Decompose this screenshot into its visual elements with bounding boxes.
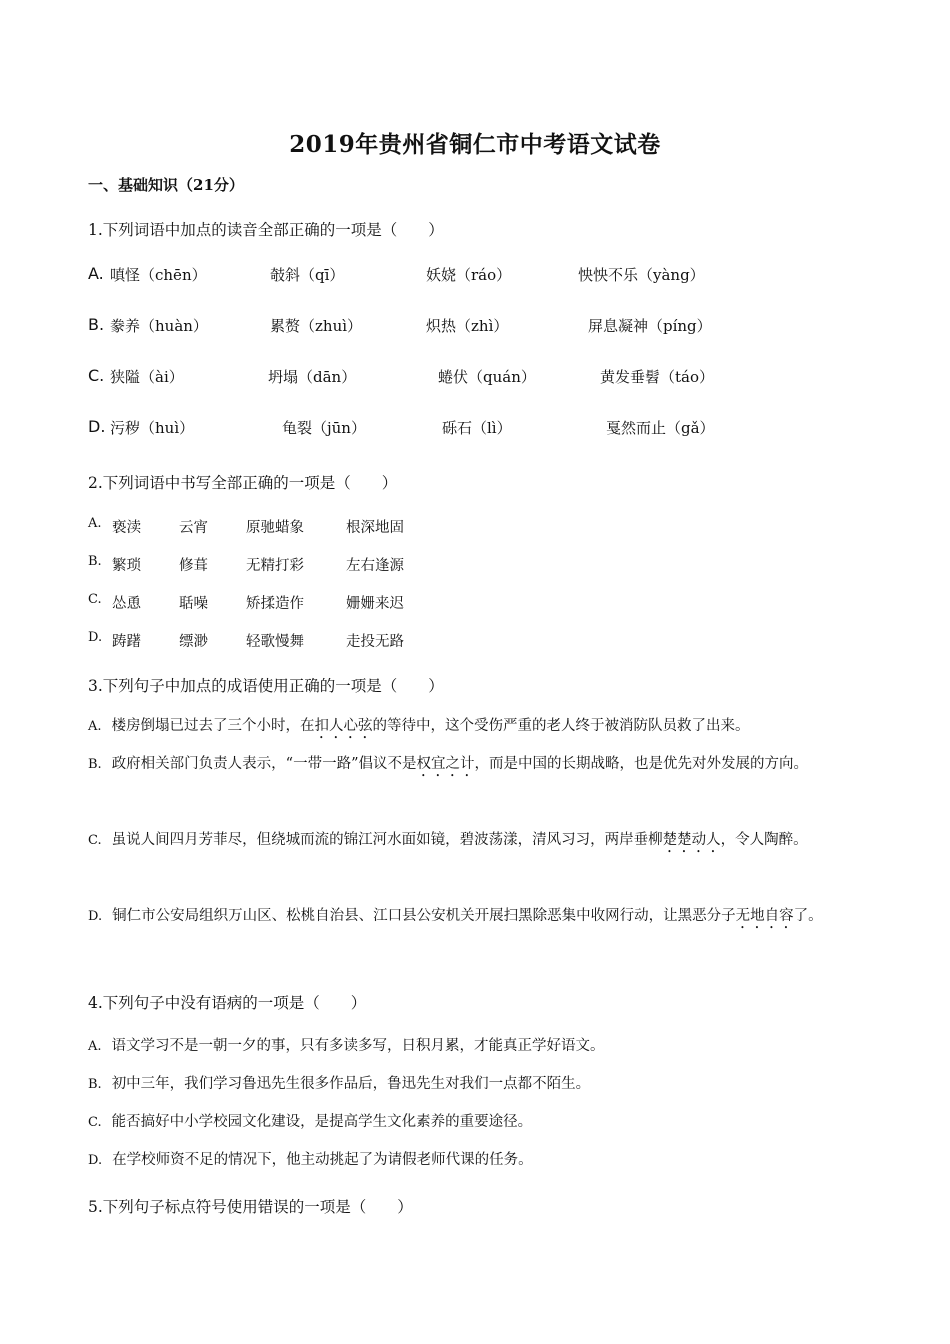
question-4-stem: 4.下列句子中没有语病的一项是（ ） [88, 994, 367, 1012]
option-item: 怂恿 [112, 596, 141, 612]
option-label: B. [88, 315, 105, 334]
option-label: C. [88, 366, 105, 385]
dotted-idiom: 权宜之计 [416, 756, 475, 772]
dotted-idiom: 楚楚动人 [662, 832, 721, 848]
dotted-idiom: 无地自容 [735, 908, 794, 924]
option-label: D. [88, 417, 106, 436]
option-label: D. [88, 1153, 103, 1168]
question-2-stem: 2.下列词语中书写全部正确的一项是（ ） [88, 474, 398, 492]
option-item: 妖娆（ráo） [426, 266, 512, 284]
question-1-stem: 1.下列词语中加点的读音全部正确的一项是（ ） [88, 221, 444, 239]
q1-option-c [88, 366, 878, 390]
option-text: 语文学习不是一朝一夕的事，只有多读多写，日积月累，才能真正学好语文。 [111, 1038, 605, 1054]
option-item: 坍塌（dān） [268, 368, 357, 386]
option-item: 姗姗来迟 [346, 596, 404, 612]
option-item: 嗔怪（chēn） [110, 266, 207, 284]
option-item: 龟裂（jūn） [282, 419, 366, 437]
option-item: 缥渺 [179, 634, 208, 650]
q4-option-d [88, 1140, 868, 1181]
option-item: 狭隘（ài） [110, 368, 184, 386]
option-text: 了。 [793, 908, 823, 924]
question-3-stem: 3.下列句子中加点的成语使用正确的一项是（ ） [88, 677, 444, 695]
q4-option-b [88, 1064, 868, 1105]
option-item: 污秽（huì） [110, 419, 195, 437]
page-title: 2019年贵州省铜仁市中考语文试卷 [289, 131, 661, 158]
option-text: 政府相关部门负责人表示，“一带一路”倡议不是 [111, 756, 417, 772]
option-item: 蜷伏（quán） [438, 368, 536, 386]
option-text: ，令人陶醉。 [720, 832, 808, 848]
option-label: A. [88, 719, 102, 734]
option-text: 虽说人间四月芳菲尽，但绕城而流的锦江河水面如镜，碧波荡漾，清风习习，两岸垂柳 [111, 832, 663, 848]
option-label: B. [88, 757, 102, 772]
section-heading: 一、基础知识（21分） [88, 176, 244, 194]
q3-option-c [88, 820, 868, 861]
option-text: 能否搞好中小学校园文化建设，是提高学生文化素养的重要途径。 [111, 1114, 533, 1130]
option-label: D. [88, 909, 103, 924]
option-item: 无精打彩 [246, 558, 304, 574]
question-5-stem: 5.下列句子标点符号使用错误的一项是（ ） [88, 1198, 413, 1216]
option-item: 矫揉造作 [246, 596, 304, 612]
option-item: 云宵 [179, 520, 208, 536]
option-item: 根深地固 [346, 520, 404, 536]
option-item: 聒噪 [179, 596, 208, 612]
option-item: 屏息凝神（píng） [588, 317, 712, 335]
q3-option-a [88, 706, 868, 747]
option-item: 黄发垂髫（táo） [600, 368, 715, 386]
dotted-idiom: 扣人心弦 [314, 718, 373, 734]
q1-option-a [88, 264, 878, 288]
option-label: C. [88, 1115, 102, 1130]
option-item: 轻歌慢舞 [246, 634, 304, 650]
option-item: 戛然而止（gǎ） [606, 419, 715, 437]
option-item: 砾石（lì） [442, 419, 512, 437]
option-label: D. [88, 630, 103, 645]
option-text: 在学校师资不足的情况下，他主动挑起了为请假老师代课的任务。 [112, 1152, 533, 1168]
option-label: C. [88, 833, 102, 848]
option-item: 豢养（huàn） [110, 317, 208, 335]
option-item: 炽热（zhì） [426, 317, 509, 335]
option-label: C. [88, 592, 102, 607]
option-text: 铜仁市公安局组织万山区、松桃自治县、江口县公安机关开展扫黑除恶集中收网行动，让黑恶分子 [112, 908, 736, 924]
option-label: A. [88, 264, 104, 283]
option-text: 初中三年，我们学习鲁迅先生很多作品后，鲁迅先生对我们一点都不陌生。 [111, 1076, 591, 1092]
option-item: 走投无路 [346, 634, 404, 650]
q4-option-c [88, 1102, 868, 1143]
q1-option-b [88, 315, 878, 339]
option-label: A. [88, 516, 102, 531]
option-item: 攲斜（qī） [270, 266, 345, 284]
q1-option-d [88, 417, 878, 441]
option-label: B. [88, 1077, 102, 1092]
option-item: 原驰蜡象 [246, 520, 304, 536]
option-item: 繁琐 [112, 558, 141, 574]
option-item: 踌躇 [112, 634, 141, 650]
option-label: B. [88, 554, 102, 569]
option-item: 亵渎 [112, 520, 141, 536]
option-text: 的等待中，这个受伤严重的老人终于被消防队员救了出来。 [372, 718, 750, 734]
option-text: ，而是中国的长期战略，也是优先对外发展的方向。 [474, 756, 809, 772]
option-item: 怏怏不乐（yàng） [578, 266, 705, 284]
option-item: 左右逢源 [346, 558, 404, 574]
option-label: A. [88, 1039, 102, 1054]
q4-option-a [88, 1026, 868, 1067]
q3-option-d [88, 896, 868, 937]
q3-option-b [88, 744, 868, 785]
option-text: 楼房倒塌已过去了三个小时，在 [111, 718, 315, 734]
option-item: 修葺 [179, 558, 208, 574]
option-item: 累赘（zhuì） [270, 317, 363, 335]
